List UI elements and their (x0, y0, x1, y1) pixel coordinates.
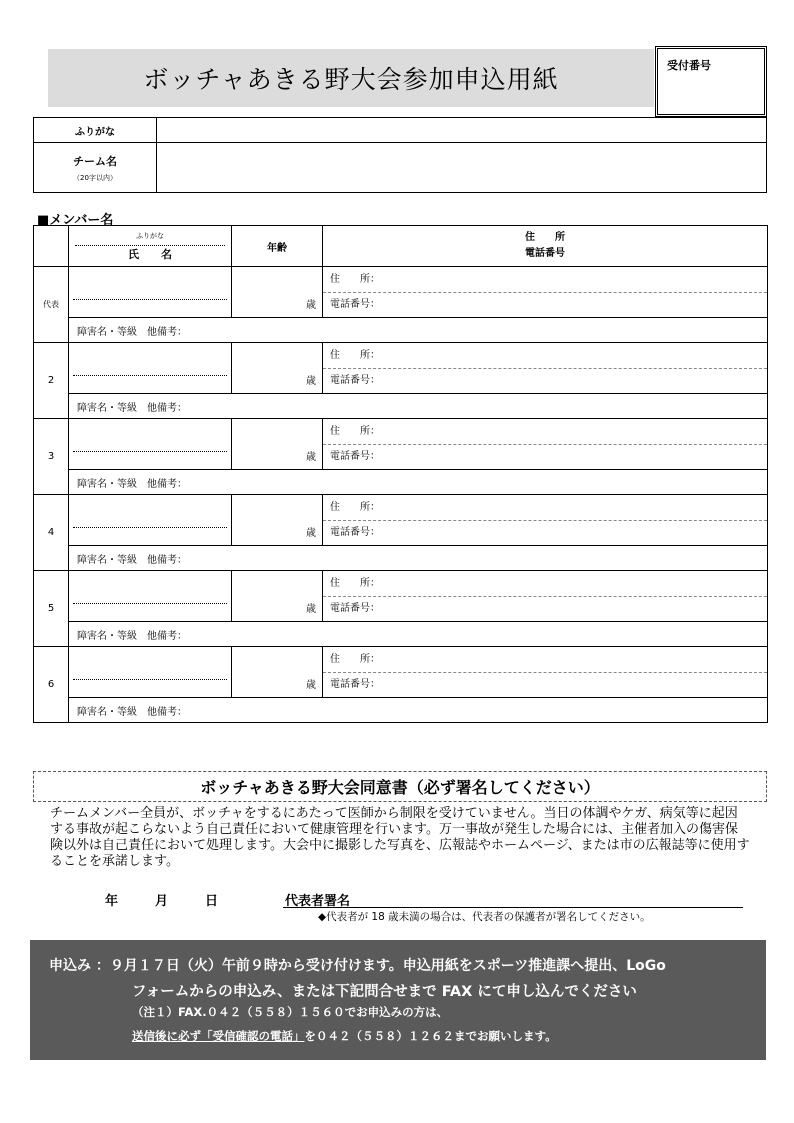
member-phone-field[interactable] (323, 445, 767, 469)
members-table (33, 225, 768, 723)
header-address-phone (323, 226, 768, 267)
header-furigana: ふりがな (75, 228, 225, 246)
footer-line-4 (132, 1028, 557, 1044)
page-title: ボッチャあきる野大会参加申込用紙 (143, 65, 559, 94)
header-name: 氏 名 (128, 248, 172, 261)
member-name-field[interactable] (69, 495, 232, 546)
address-label: 住 所： (330, 578, 380, 589)
member-furigana-line[interactable] (73, 285, 227, 300)
footer-line-3: （注１）FAX.０４２（５５８）１５６０でお申込みの方は、 (132, 1005, 449, 1019)
member-furigana-line[interactable] (73, 513, 227, 528)
header-address: 住 所 (525, 232, 565, 243)
phone-label: 電話番号： (330, 679, 380, 690)
member-remarks-row (34, 698, 768, 723)
year-label: 年 (105, 894, 119, 909)
age-unit: 歳 (306, 680, 316, 691)
team-name-label: チーム名 （20字以内） (34, 143, 157, 193)
member-phone-field[interactable] (323, 293, 767, 317)
members-header-row (34, 226, 768, 267)
member-number: 3 (34, 419, 69, 495)
member-row (34, 571, 768, 622)
member-remarks-row (34, 318, 768, 343)
member-furigana-line[interactable] (73, 665, 227, 680)
receipt-number-label: 受付番号 (667, 59, 711, 72)
application-info-box (30, 940, 766, 1060)
footer-line-2: フォームからの申込み、または下記問合せまで FAX にて申し込んでください (132, 984, 637, 1000)
members-section-label: ■メンバー名 (37, 213, 114, 228)
member-age-field[interactable] (232, 267, 323, 318)
team-name-note: （20字以内） (73, 173, 117, 182)
member-number: 4 (34, 495, 69, 571)
address-label: 住 所： (330, 654, 380, 665)
member-remarks-field[interactable] (69, 394, 768, 419)
member-row (34, 647, 768, 698)
member-address-field[interactable] (323, 267, 767, 293)
member-remarks-field[interactable] (69, 318, 768, 343)
member-remarks-field[interactable] (69, 622, 768, 647)
member-address-field[interactable] (323, 419, 767, 445)
member-remarks-row (34, 394, 768, 419)
footer-line-1: 申込み ：９月１７日（火）午前９時から受け付けます。申込用紙をスポーツ推進課へ提出、LoGo (49, 958, 666, 974)
member-remarks-field[interactable] (69, 698, 768, 723)
remarks-label: 障害名・等級 他備考： (77, 554, 187, 566)
age-unit: 歳 (306, 452, 316, 463)
address-label: 住 所： (330, 426, 380, 437)
member-contact-cell (323, 647, 768, 698)
member-age-field[interactable] (232, 495, 323, 546)
member-phone-field[interactable] (323, 673, 767, 697)
member-address-field[interactable] (323, 343, 767, 369)
member-number: 代表 (34, 267, 69, 343)
age-unit: 歳 (306, 376, 316, 387)
member-name-field[interactable] (69, 343, 232, 394)
member-number: 6 (34, 647, 69, 723)
phone-label: 電話番号： (330, 299, 380, 310)
footer-line-4-rest: を０４２（５５８）１２６２までお願いします。 (304, 1029, 557, 1043)
consent-title-box (33, 771, 767, 802)
remarks-label: 障害名・等級 他備考： (77, 478, 187, 490)
member-name-field[interactable] (69, 571, 232, 622)
member-remarks-field[interactable] (69, 470, 768, 495)
member-row (34, 267, 768, 318)
phone-label: 電話番号： (330, 451, 380, 462)
member-contact-cell (323, 267, 768, 318)
member-row (34, 495, 768, 546)
address-label: 住 所： (330, 274, 380, 285)
remarks-label: 障害名・等級 他備考： (77, 706, 187, 718)
age-unit: 歳 (306, 604, 316, 615)
phone-label: 電話番号： (330, 603, 380, 614)
member-address-field[interactable] (323, 571, 767, 597)
member-age-field[interactable] (232, 343, 323, 394)
member-row (34, 343, 768, 394)
consent-body: チームメンバー全員が、ボッチャをするにあたって医師から制限を受けていません。当日の体調やケガ、病気等に起因する事故が起こらないよう自己責任において健康管理を行います。万一事故が発生した場合には、主催者加入の傷害保険以外は自己責任において処理します。大会中に撮影した写真を、広報誌やホームページ、または市の広報誌等に使用することを承諾します。 (50, 806, 750, 869)
age-unit: 歳 (306, 528, 316, 539)
member-furigana-line[interactable] (73, 437, 227, 452)
month-label: 月 (155, 894, 169, 909)
address-label: 住 所： (330, 350, 380, 361)
member-phone-field[interactable] (323, 521, 767, 545)
member-remarks-row (34, 622, 768, 647)
header-name-cell (69, 226, 232, 267)
phone-label: 電話番号： (330, 527, 380, 538)
furigana-label: ふりがな (34, 118, 157, 143)
team-name-field[interactable] (157, 143, 767, 193)
member-furigana-line[interactable] (73, 361, 227, 376)
team-furigana-field[interactable] (157, 118, 767, 143)
member-row (34, 419, 768, 470)
signature-line[interactable] (283, 907, 743, 908)
member-phone-field[interactable] (323, 597, 767, 621)
day-label: 日 (205, 894, 219, 909)
member-remarks-row (34, 470, 768, 495)
header-age: 年齢 (232, 226, 323, 267)
signature-row (105, 890, 745, 908)
member-name-field[interactable] (69, 419, 232, 470)
member-contact-cell (323, 419, 768, 470)
member-furigana-line[interactable] (73, 589, 227, 604)
member-address-field[interactable] (323, 647, 767, 673)
consent-title: ボッチャあきる野大会同意書（必ず署名してください） (200, 778, 600, 797)
member-remarks-row (34, 546, 768, 571)
member-age-field[interactable] (232, 571, 323, 622)
phone-label: 電話番号： (330, 375, 380, 386)
guardian-note: ◆代表者が 18 歳未満の場合は、代表者の保護者が署名してください。 (318, 911, 651, 923)
title-bar (48, 49, 654, 107)
member-phone-field[interactable] (323, 369, 767, 393)
header-phone: 電話番号 (525, 248, 565, 259)
member-number: 5 (34, 571, 69, 647)
member-age-field[interactable] (232, 647, 323, 698)
team-info-table (33, 117, 767, 193)
age-unit: 歳 (306, 300, 316, 311)
member-contact-cell (323, 343, 768, 394)
receipt-number-box[interactable] (655, 46, 767, 117)
member-age-field[interactable] (232, 419, 323, 470)
member-number: 2 (34, 343, 69, 419)
member-address-field[interactable] (323, 495, 767, 521)
member-contact-cell (323, 571, 768, 622)
member-name-field[interactable] (69, 267, 232, 318)
remarks-label: 障害名・等級 他備考： (77, 402, 187, 414)
address-label: 住 所： (330, 502, 380, 513)
remarks-label: 障害名・等級 他備考： (77, 326, 187, 338)
remarks-label: 障害名・等級 他備考： (77, 630, 187, 642)
member-name-field[interactable] (69, 647, 232, 698)
member-remarks-field[interactable] (69, 546, 768, 571)
member-contact-cell (323, 495, 768, 546)
footer-line-4-underlined: 送信後に必ず「受信確認の電話」 (132, 1029, 305, 1043)
signature-label: 代表者署名 (285, 894, 351, 909)
